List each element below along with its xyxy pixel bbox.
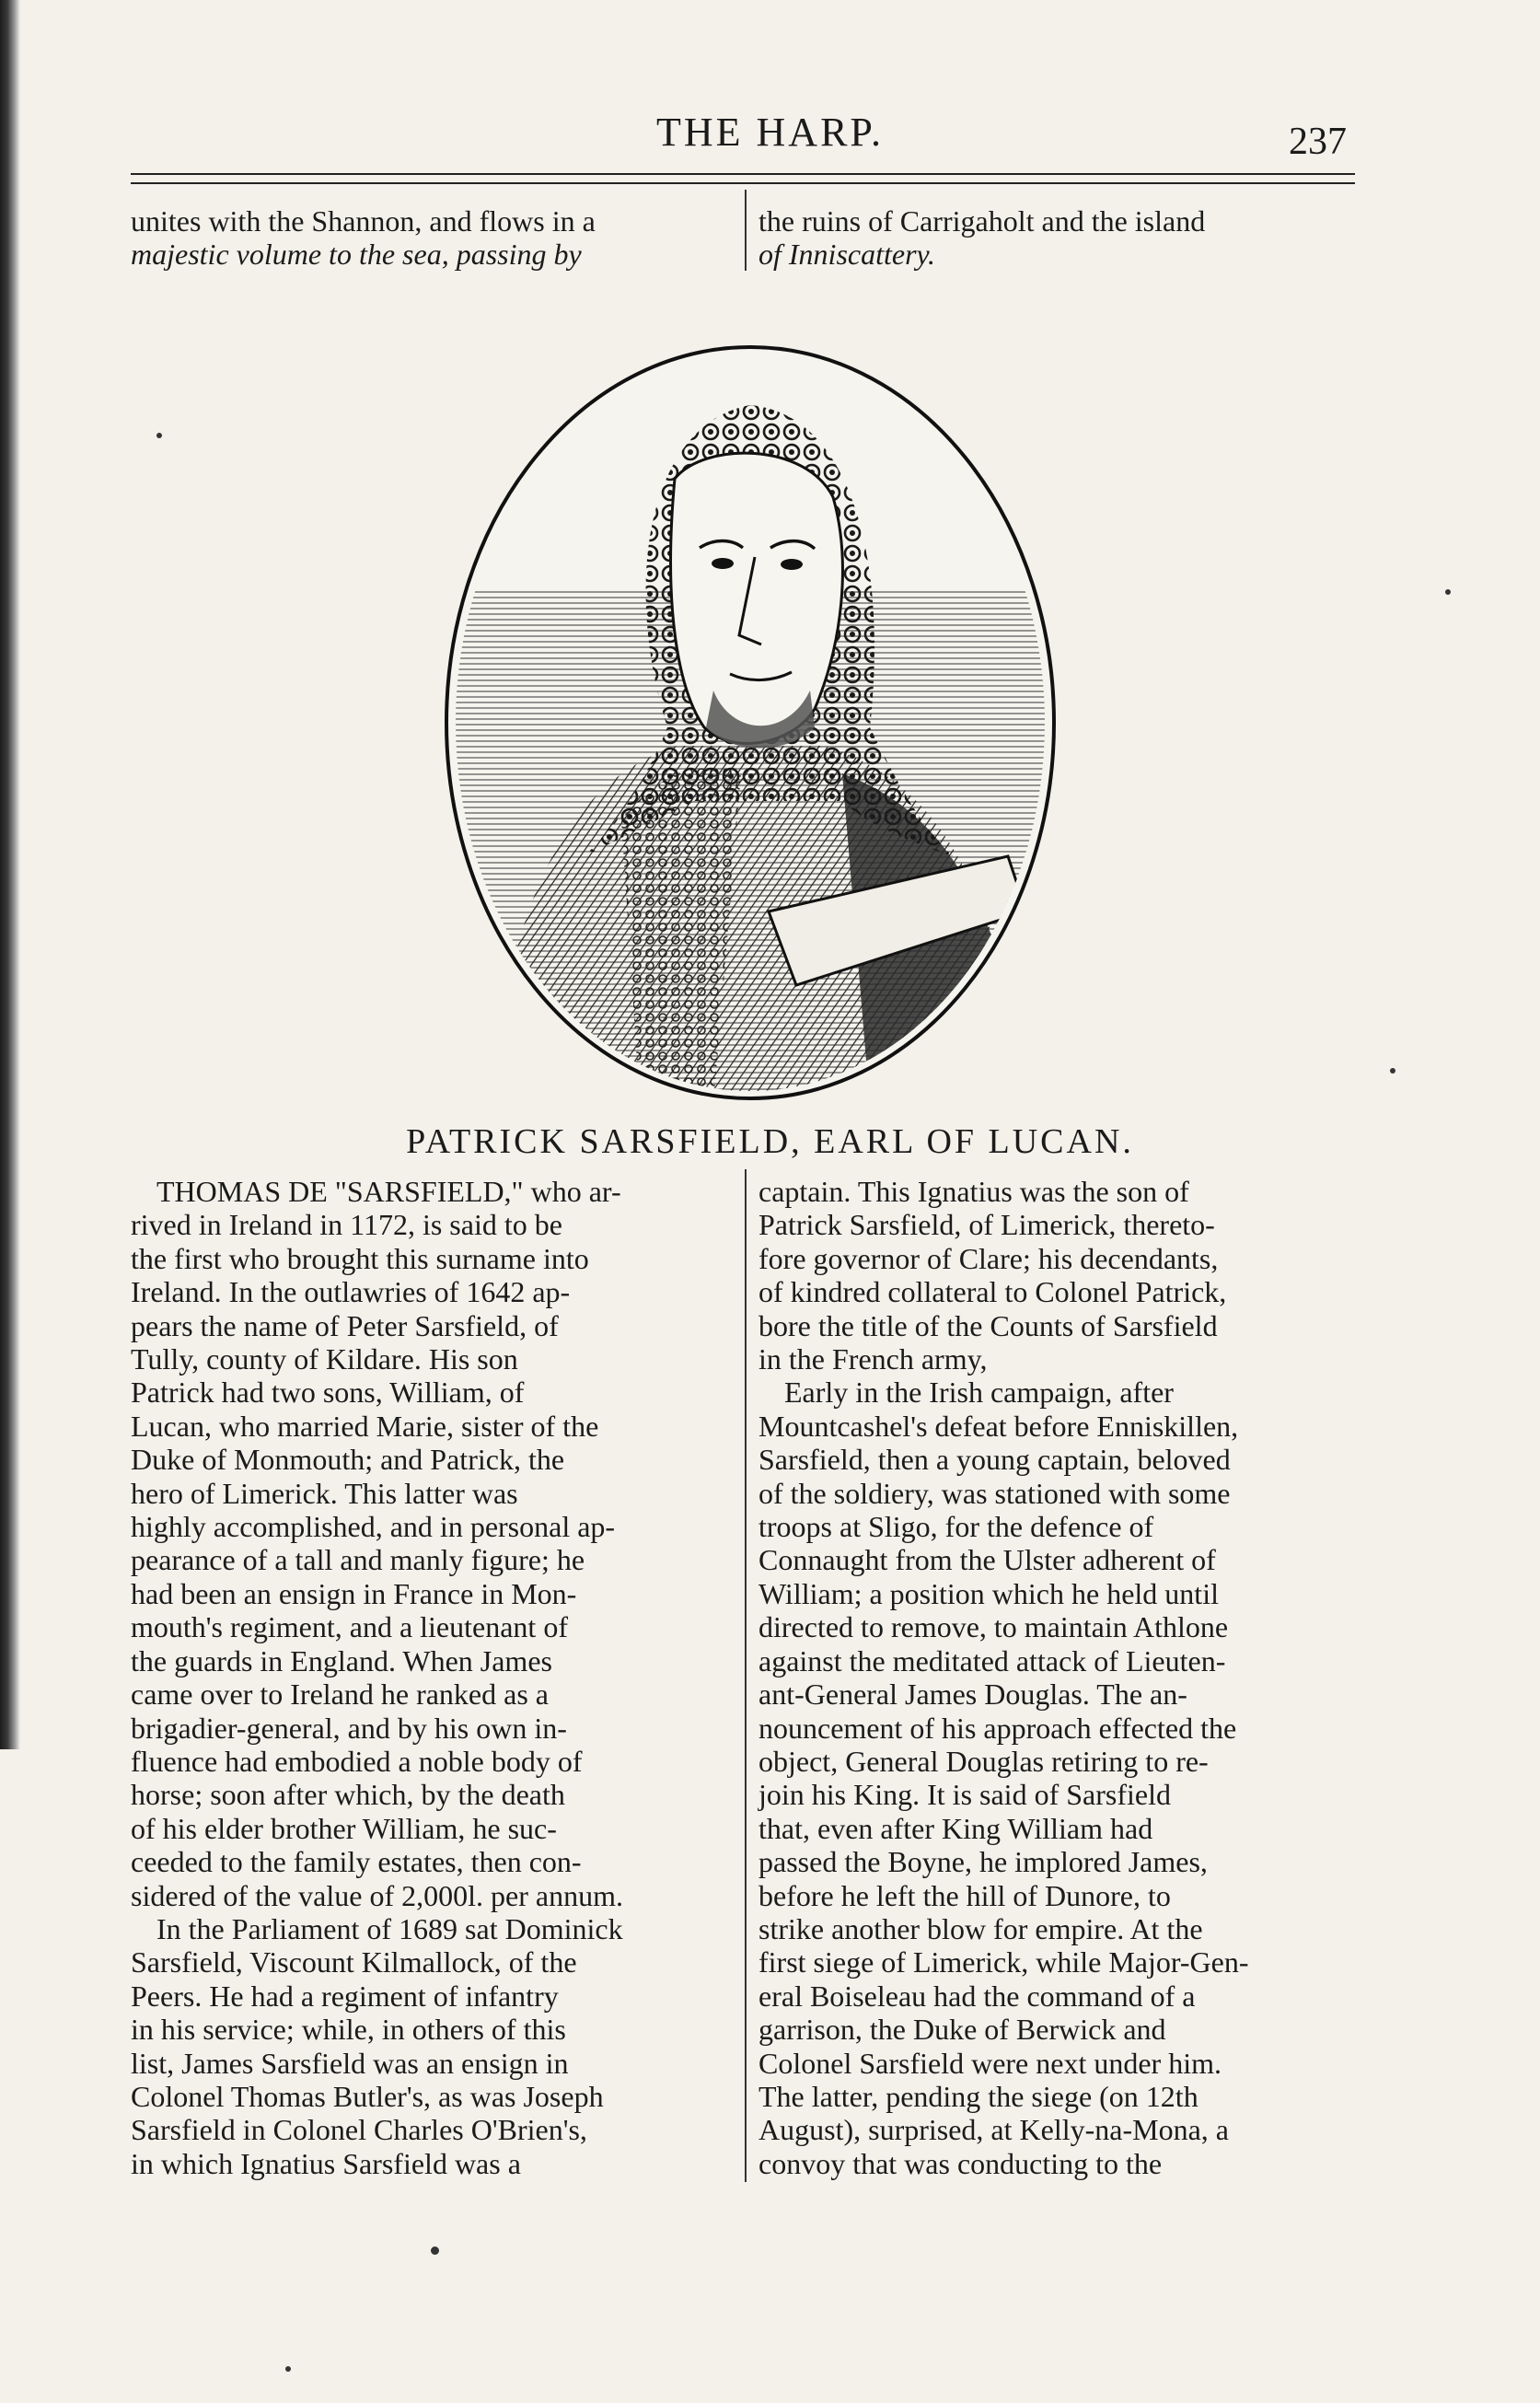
ink-speck — [285, 2366, 291, 2372]
header-rule-top — [131, 173, 1355, 175]
text-line: list, James Sarsfield was an ensign in — [131, 2046, 569, 2080]
ink-speck — [1390, 1068, 1395, 1074]
page-number: 237 — [1289, 121, 1347, 163]
text-line: mouth's regiment, and a lieutenant of — [131, 1610, 568, 1644]
text-line: that, even after King William had — [758, 1811, 1153, 1845]
text-line: rived in Ireland in 1172, is said to be — [131, 1208, 562, 1242]
text-line: in his service; while, in others of this — [131, 2013, 566, 2047]
text-line: in which Ignatius Sarsfield was a — [131, 2146, 521, 2180]
text-line: August), surprised, at Kelly-na-Mona, a — [758, 2113, 1229, 2147]
text-line: THOMAS DE "SARSFIELD," who ar- — [156, 1175, 621, 1208]
text-line: pearance of a tall and manly figure; he — [131, 1543, 585, 1577]
text-line: of Inniscattery. — [758, 238, 935, 272]
text-line: eral Boiseleau had the command of a — [758, 1979, 1196, 2013]
text-line: of kindred collateral to Colonel Patrick, — [758, 1275, 1227, 1309]
portrait-caption: PATRICK SARSFIELD, EARL OF LUCAN. — [406, 1122, 1134, 1161]
text-line: Connaught from the Ulster adherent of — [758, 1543, 1216, 1577]
text-line: directed to remove, to maintain Athlone — [758, 1610, 1229, 1644]
text-line: of the soldiery, was stationed with some — [758, 1476, 1231, 1510]
text-line: fluence had embodied a noble body of — [131, 1744, 583, 1778]
text-line: majestic volume to the sea, passing by — [131, 238, 582, 272]
text-line: Ireland. In the outlawries of 1642 ap- — [131, 1275, 571, 1309]
text-line: Mountcashel's defeat before Enniskillen, — [758, 1409, 1239, 1443]
column-rule-main — [745, 1169, 747, 2182]
text-line: passed the Boyne, he implored James, — [758, 1845, 1208, 1879]
text-line: had been an ensign in France in Mon- — [131, 1576, 577, 1610]
ink-speck — [156, 433, 162, 438]
text-line: horse; soon after which, by the death — [131, 1778, 565, 1812]
text-line: against the meditated attack of Lieuten- — [758, 1643, 1226, 1677]
text-line: hero of Limerick. This latter was — [131, 1476, 518, 1510]
running-title: THE HARP. — [655, 110, 885, 155]
ink-speck — [431, 2246, 439, 2255]
text-line: captain. This Ignatius was the son of — [758, 1175, 1189, 1208]
text-line: Patrick Sarsfield, of Limerick, thereto- — [758, 1208, 1215, 1242]
text-line: William; a position which he held until — [758, 1576, 1219, 1610]
text-line: The latter, pending the siege (on 12th — [758, 2079, 1198, 2113]
text-line: Early in the Irish campaign, after — [784, 1376, 1174, 1410]
text-line: before he left the hill of Dunore, to — [758, 1878, 1171, 1912]
text-line: bore the title of the Counts of Sarsfield — [758, 1308, 1218, 1342]
text-line: unites with the Shannon, and flows in a — [131, 204, 596, 238]
text-line: Sarsfield, then a young captain, beloved — [758, 1443, 1231, 1477]
text-line: Sarsfield in Colonel Charles O'Brien's, — [131, 2113, 587, 2147]
portrait-engraving — [437, 341, 1063, 1105]
text-line: Patrick had two sons, William, of — [131, 1376, 525, 1410]
page-binding-edge — [0, 0, 20, 1749]
article-right-column — [758, 1175, 1357, 2180]
text-line: Peers. He had a regiment of infantry — [131, 1979, 559, 2013]
text-line: in the French army, — [758, 1342, 988, 1376]
text-line: Colonel Sarsfield were next under him. — [758, 2046, 1222, 2080]
top-left-text — [131, 204, 738, 272]
text-line: In the Parliament of 1689 sat Dominick — [156, 1911, 623, 1945]
text-line: ant-General James Douglas. The an- — [758, 1677, 1187, 1712]
text-line: sidered of the value of 2,000l. per annum. — [131, 1878, 623, 1912]
text-line: the guards in England. When James — [131, 1643, 552, 1677]
text-line: of his elder brother William, he suc- — [131, 1811, 557, 1845]
text-line: object, General Douglas retiring to re- — [758, 1744, 1209, 1778]
text-line: the first who brought this surname into — [131, 1241, 589, 1275]
text-line: garrison, the Duke of Berwick and — [758, 2013, 1166, 2047]
text-line: came over to Ireland he ranked as a — [131, 1677, 549, 1712]
text-line: nouncement of his approach effected the — [758, 1711, 1237, 1745]
text-line: Colonel Thomas Butler's, as was Joseph — [131, 2079, 604, 2113]
text-line: brigadier-general, and by his own in- — [131, 1711, 567, 1745]
text-line: fore governor of Clare; his decendants, — [758, 1241, 1219, 1275]
text-line: first siege of Limerick, while Major-Gen- — [758, 1945, 1249, 1979]
text-line: Tully, county of Kildare. His son — [131, 1342, 518, 1376]
column-rule-top — [745, 190, 747, 271]
text-line: Sarsfield, Viscount Kilmallock, of the — [131, 1945, 577, 1979]
text-line: ceeded to the family estates, then con- — [131, 1845, 582, 1879]
text-line: pears the name of Peter Sarsfield, of — [131, 1308, 559, 1342]
text-line: Lucan, who married Marie, sister of the — [131, 1409, 599, 1443]
text-line: troops at Sligo, for the defence of — [758, 1510, 1154, 1544]
header-rule-bottom — [131, 182, 1355, 184]
top-right-text — [758, 204, 1357, 272]
ink-speck — [1445, 589, 1451, 595]
text-line: the ruins of Carrigaholt and the island — [758, 204, 1206, 238]
article-left-column — [131, 1175, 738, 2180]
text-line: Duke of Monmouth; and Patrick, the — [131, 1443, 565, 1477]
text-line: join his King. It is said of Sarsfield — [758, 1778, 1171, 1812]
text-line: highly accomplished, and in personal ap- — [131, 1510, 616, 1544]
text-line: strike another blow for empire. At the — [758, 1911, 1203, 1945]
text-line: convoy that was conducting to the — [758, 2146, 1163, 2180]
